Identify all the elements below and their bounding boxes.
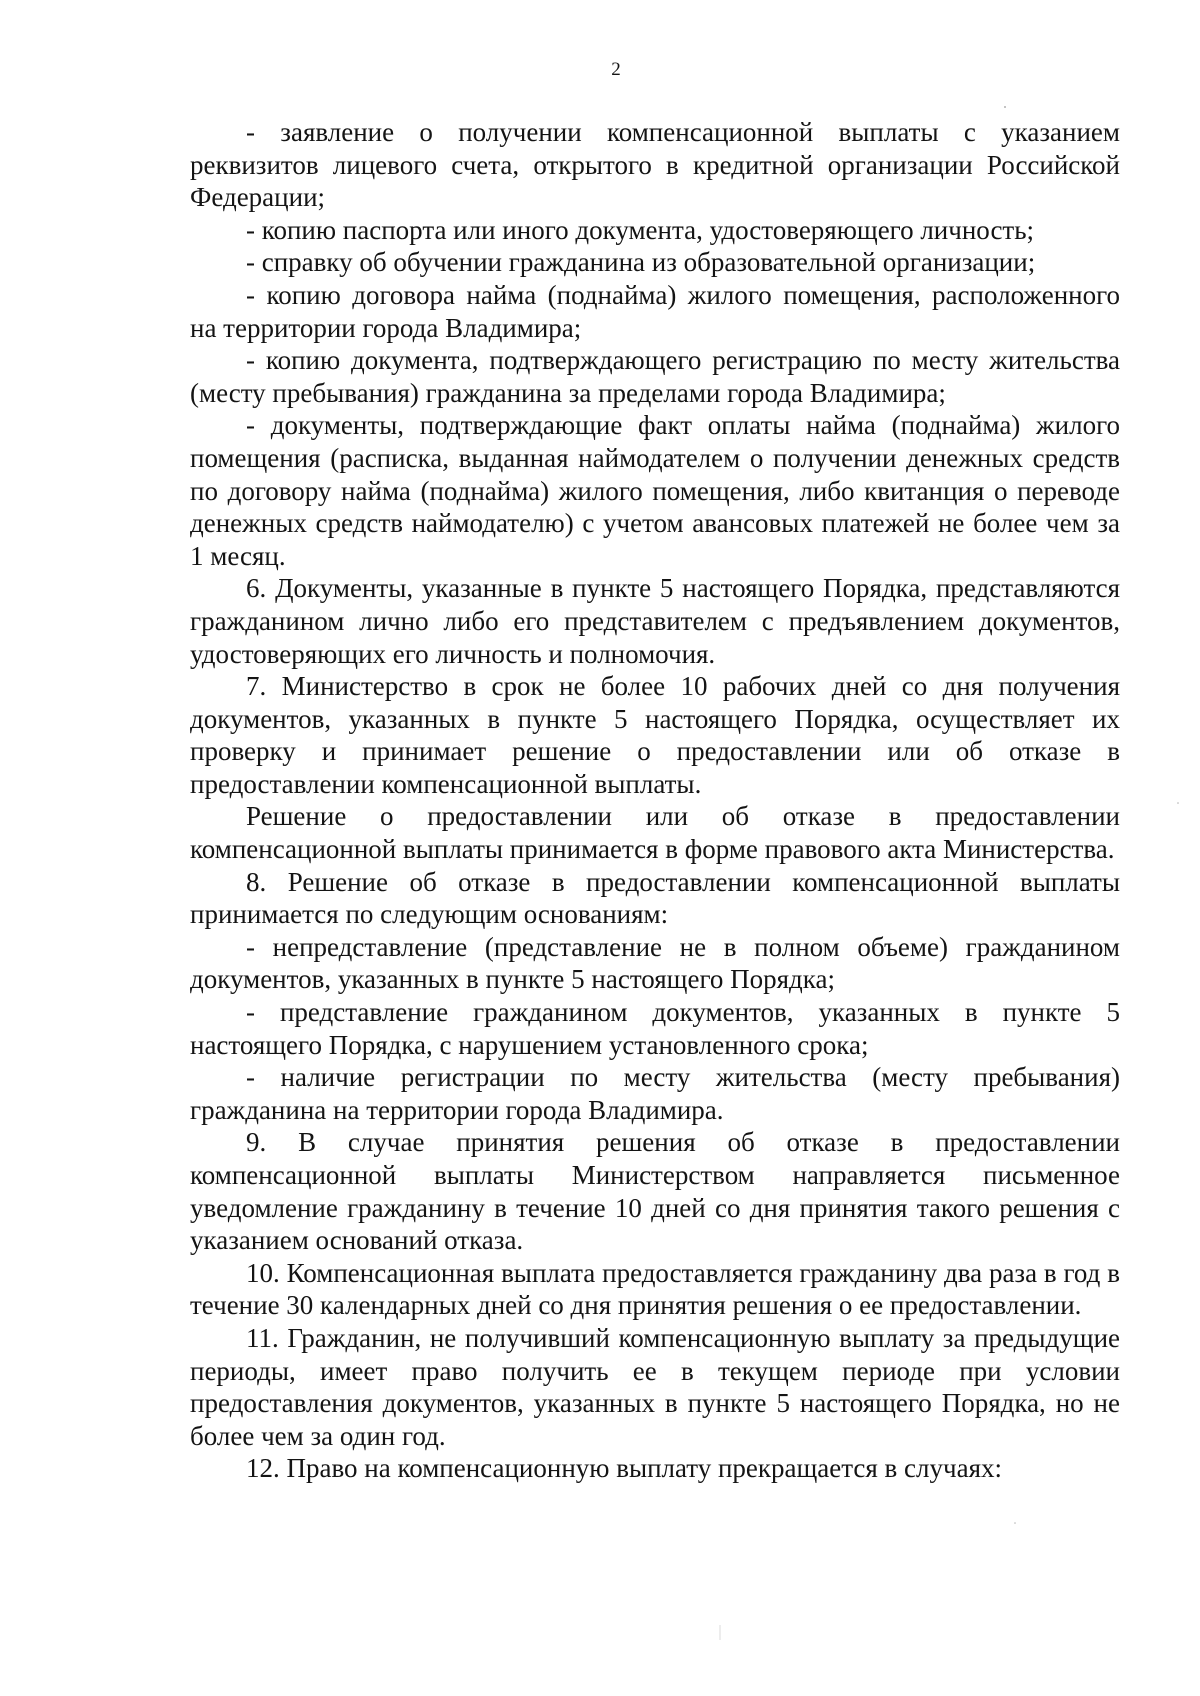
paragraph-item-10: 10. Компенсационная выплата предоставляется гражданину два раза в год в течение 30 календарных дней со дня принятия решения о ее предоставлении. — [190, 1257, 1120, 1321]
paragraph-item-7: 7. Министерство в срок не более 10 рабочих дней со дня получения документов, указанных в пункте 5 настоящего Порядка, осуществляет их проверку и принимает решение о предоставлении или об отказе в предоставлении компенсационной выплаты. — [190, 671, 1120, 799]
paragraph-item-6: 6. Документы, указанные в пункте 5 настоящего Порядка, представляются гражданином лично либо его представителем с предъявлением документов, удостоверяющих его личность и полномочия. — [190, 573, 1120, 669]
paragraph-study-certificate: - справку об обучении гражданина из образовательной организации; — [246, 247, 1036, 278]
paragraph-passport-copy: - копию паспорта или иного документа, удостоверяющего личность; — [246, 214, 1035, 245]
paragraph-item-8: 8. Решение об отказе в предоставлении компенсационной выплаты принимается по следующим основаниям: — [190, 866, 1120, 930]
paragraph-item-7-decision: Решение о предоставлении или об отказе в предоставлении компенсационной выплаты принимается в форме правового акта Министерства. — [190, 801, 1120, 865]
paragraph-item-8-ground-2: - представление гражданином документов, указанных в пункте 5 настоящего Порядка, с нарушением установленного срока; — [190, 997, 1120, 1060]
paragraph-registration-document: - копию документа, подтверждающего регистрацию по месту жительства (месту пребывания) гражданина за пределами города Владимира; — [190, 345, 1120, 408]
paragraph-lease-contract: - копию договора найма (поднайма) жилого помещения, расположенного на территории города Владимира; — [190, 279, 1120, 343]
paragraph-payment-documents: - документы, подтверждающие факт оплаты найма (поднайма) жилого помещения (расписка, выданная наймодателем о получении денежных средств по договору найма (поднайма) жилого помещения, либо квитанция о переводе денежных средств наймодателю) с учетом авансовых платежей не более чем за 1 месяц. — [190, 410, 1120, 571]
paragraph-item-9: 9. В случае принятия решения об отказе в предоставлении компенсационной выплаты Министерством направляется письменное уведомление гражданину в течение 10 дней со дня принятия такого решения с указанием оснований отказа. — [190, 1127, 1120, 1256]
paragraph-item-8-ground-1: - непредставление (представление не в полном объеме) гражданином документов, указанных в пункте 5 настоящего Порядка; — [190, 931, 1120, 995]
paragraph-application: - заявление о получении компенсационной выплаты с указанием реквизитов лицевого счета, открытого в кредитной организации Российской Федерации; — [190, 117, 1120, 213]
document-body — [190, 116, 1120, 1485]
scan-speck — [1177, 802, 1179, 804]
scan-speck — [1004, 106, 1006, 108]
paragraph-item-11: 11. Гражданин, не получивший компенсационную выплату за предыдущие периоды, имеет право получить ее в текущем периоде при условии предоставления документов, указанных в пункте 5 настоящего Порядка, но не более чем за один год. — [190, 1322, 1120, 1451]
paragraph-item-12: 12. Право на компенсационную выплату прекращается в случаях: — [246, 1453, 1002, 1484]
paragraph-item-8-ground-3: - наличие регистрации по месту жительства (месту пребывания) гражданина на территории города Владимира. — [190, 1062, 1120, 1125]
scan-speck — [1014, 1522, 1016, 1524]
page-number: 2 — [611, 59, 621, 80]
